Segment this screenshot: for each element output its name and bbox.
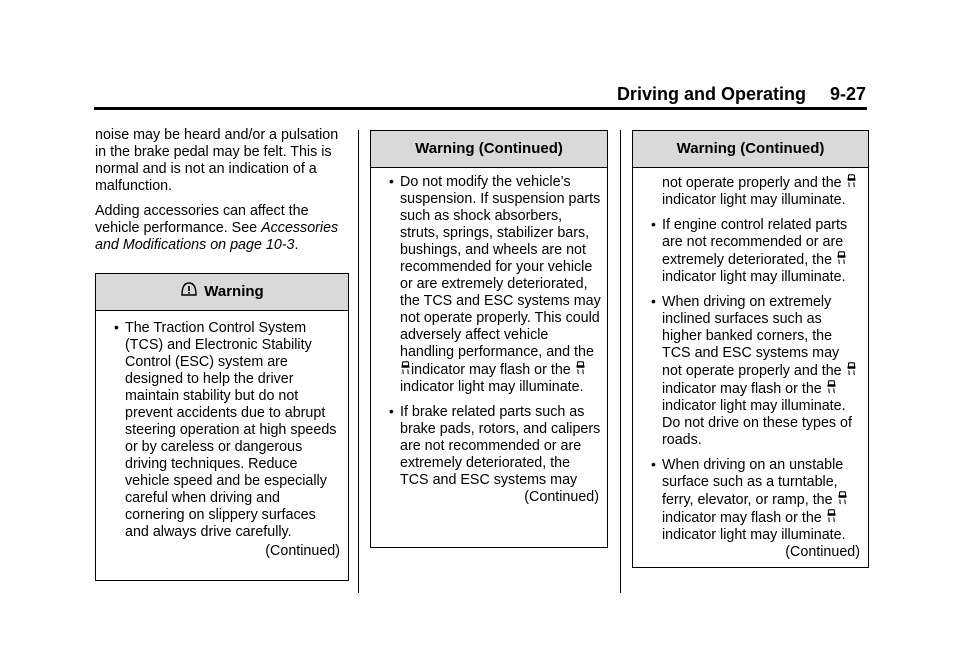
warning-title: Warning <box>96 274 348 311</box>
continued-label: (Continued) <box>265 543 340 559</box>
traction-control-indicator-icon <box>576 361 585 375</box>
warning-box-1 <box>95 273 349 581</box>
list-item: • Do not modify the vehicle’s suspension. If suspension parts such as shock absorbers, struts, springs, stabilizer bars, bushings, and wheels are not recommended for your vehicle or are extremely deteriorated, the TCS and ESC systems may not operate properly. This could adversely affect vehicle handling performance, and theindicator may flash or the indicator light may illuminate. <box>389 173 601 395</box>
column-divider-2 <box>620 130 621 593</box>
header-rule <box>94 107 867 110</box>
bullet-icon: • <box>389 173 394 189</box>
bullet-icon: • <box>651 456 656 472</box>
cross-reference-link[interactable]: Accessories and Modifications on page 10-3 <box>95 220 339 253</box>
warning-title: Warning (Continued) <box>371 131 607 168</box>
traction-control-indicator-icon <box>847 174 856 188</box>
bullet-icon: • <box>389 403 394 419</box>
list-item: • The Traction Control System (TCS) and Electronic Stability Control (ESC) system are designed to help the driver maintain stability but do not prevent accidents due to abrupt steering operation at high speeds or by careless or dangerous driving techniques. Reduce vehicle speed and be especially careful when driving and cornering on slippery surfaces and always drive carefully. <box>114 319 337 540</box>
bullet-icon: • <box>651 216 656 232</box>
bullet-icon: • <box>114 319 119 335</box>
traction-control-indicator-icon <box>837 251 846 265</box>
traction-control-indicator-icon <box>838 491 847 505</box>
page-number: 9-27 <box>829 84 866 104</box>
section-title: Driving and Operating <box>616 84 806 104</box>
traction-control-indicator-icon <box>827 509 836 523</box>
list-item: • If brake related parts such as brake pads, rotors, and calipers are not recommended or are extremely deteriorated, the TCS and ESC systems may <box>389 403 601 488</box>
warning-title: Warning (Continued) <box>633 131 868 168</box>
warning-box-2 <box>370 130 608 548</box>
column-divider-1 <box>358 130 359 593</box>
list-item: • When driving on extremely inclined surfaces such as higher banked corners, the TCS and ESC systems may not operate properly and the indicator may flash or the indicator light may illuminate. Do not drive on these types of roads. <box>633 294 868 449</box>
paragraph: Adding accessories can affect the vehicle performance. See Accessories and Modifications on page 10-3. <box>95 203 339 253</box>
column-1 <box>95 127 353 262</box>
warning-box-3 <box>632 130 869 568</box>
warning-triangle-icon <box>180 280 198 298</box>
paragraph: noise may be heard and/or a pulsation in the brake pedal may be felt. This is normal and is not an indication of a malfunction. <box>95 127 339 194</box>
continued-label: (Continued) <box>524 489 599 505</box>
list-item: • If engine control related parts are not recommended or are extremely deteriorated, the indicator light may illuminate. <box>651 216 848 285</box>
traction-control-indicator-icon <box>827 380 836 394</box>
continued-label: (Continued) <box>785 544 860 560</box>
running-header <box>94 84 866 104</box>
list-item: • When driving on an unstable surface such as a turntable, ferry, elevator, or ramp, the indicator may flash or the indicator light may illuminate. <box>651 456 846 543</box>
traction-control-indicator-icon <box>847 362 856 376</box>
traction-control-indicator-icon <box>401 361 410 375</box>
list-item-continued: not operate properly and the indicator light may illuminate. <box>633 174 868 209</box>
bullet-icon: • <box>651 293 656 309</box>
